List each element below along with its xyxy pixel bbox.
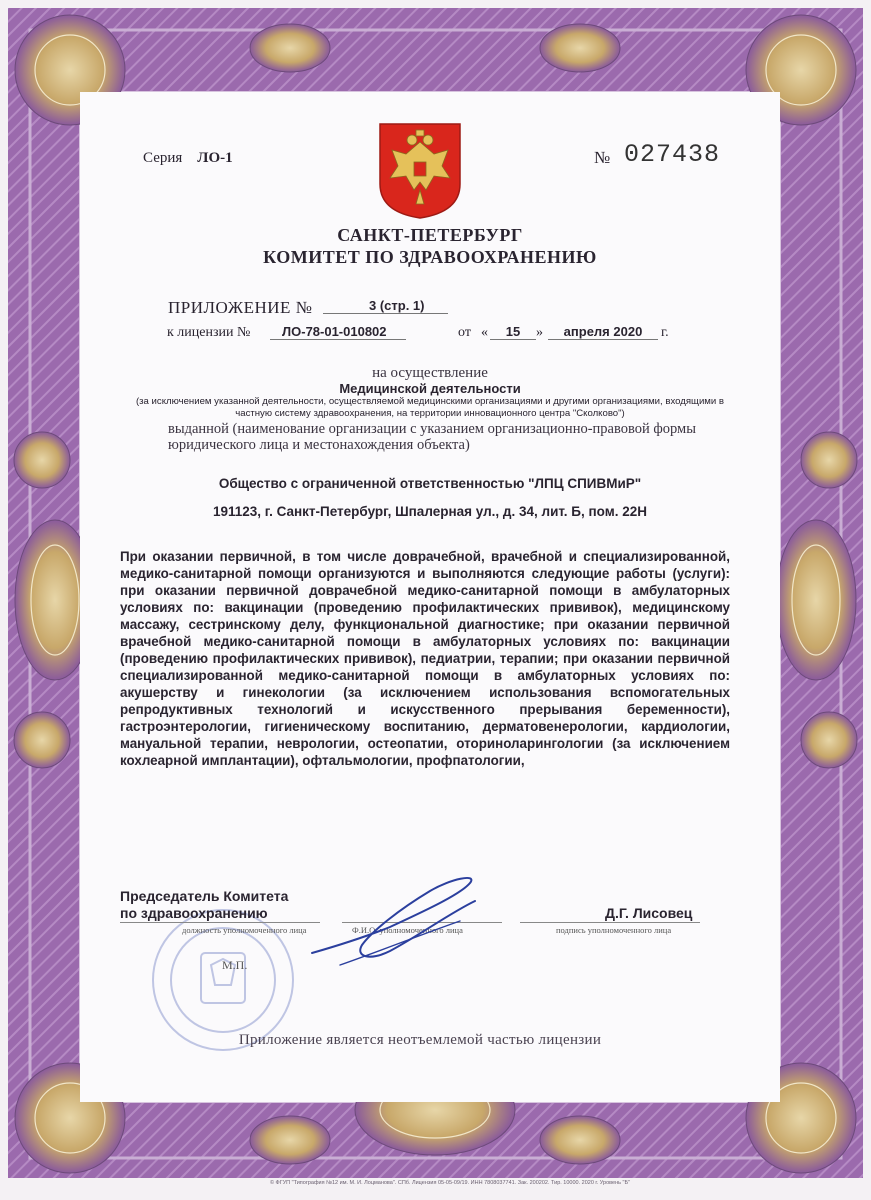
caption-position: должность уполномоченного лица xyxy=(182,925,307,935)
signer-position-line2: по здравоохранению xyxy=(120,905,268,921)
issuer-committee: КОМИТЕТ ПО ЗДРАВООХРАНЕНИЮ xyxy=(263,247,597,267)
coat-of-arms-icon xyxy=(376,120,464,220)
signature-underline xyxy=(520,922,700,923)
appendix-number: 3 (стр. 1) xyxy=(323,298,448,314)
signer-position-line1: Председатель Комитета xyxy=(120,888,289,904)
appendix-label: ПРИЛОЖЕНИЕ № xyxy=(168,298,313,317)
signer-name: Д.Г. Лисовец xyxy=(605,905,693,921)
series xyxy=(143,150,233,167)
issuer-city: САНКТ-ПЕТЕРБУРГ xyxy=(337,225,523,245)
caption-name: Ф.И.О. уполномоченного лица xyxy=(352,925,463,935)
date-from-label: от xyxy=(458,325,471,340)
series-label: Серия xyxy=(143,150,183,166)
organization-name: Общество с ограниченной ответственностью "ЛПЦ СПИВМиР" xyxy=(218,476,642,491)
activity-exclusion: (за исключением указанной деятельности, осуществляемой медицинскими организациями и другими организациями, входящими в частную систему здравоохранения, на территории инновационного центра "Сколково") xyxy=(135,396,725,419)
position-underline xyxy=(120,922,320,923)
quote-close: » xyxy=(536,325,543,340)
license-label: к лицензии № xyxy=(167,325,251,340)
date-day: 15 xyxy=(490,324,536,340)
blank-number: 027438 xyxy=(624,140,721,169)
license-number: ЛО-78-01-010802 xyxy=(270,324,406,340)
activity-type: Медицинской деятельности xyxy=(339,381,521,396)
date-month-year: апреля 2020 xyxy=(548,324,658,340)
year-suffix: г. xyxy=(661,325,669,340)
caption-signature: подпись уполномоченного лица xyxy=(556,925,672,935)
series-value: ЛО-1 xyxy=(197,150,233,166)
purpose-label: на осуществление xyxy=(372,365,488,381)
quote-open: « xyxy=(481,325,488,340)
number-label: № xyxy=(594,148,611,167)
issued-to-caption: выданной (наименование организации с указанием организационно-правовой формы юридического лица и местонахождения объекта) xyxy=(168,421,696,453)
printer-imprint: © ФГУП "Типография №12 им. М. И. Лоцманова". СПб. Лицензия 05-05-09/19. ИНН 7808037741. Зак. 200202. Тир. 10000. 2020 г. Уровень "Б" xyxy=(269,1180,631,1186)
services-text: При оказании первичной, в том числе доврачебной, врачебной и специализированной, медико-санитарной помощи организуются и выполняются следующие работы (услуги): при оказании первичной доврачебной медико-санитарной помощи в амбулаторных условиях по: вакцинации (проведению профилактических прививок), медицинскому массажу, сестринскому делу, функциональной диагностике; при оказании первичной врачебной медико-санитарной помощи в амбулаторных условиях по: вакцинации (проведению профилактических прививок), педиатрии, терапии; при оказании первичной специализированной медико-санитарной помощи в амбулаторных условиях по: акушерству и гинекологии (за исключением использования вспомогательных репродуктивных технологий и искусственного прерывания беременности), гастроэнтерологии, гигиеническому воспитанию, дерматовенерологии, кардиологии, мануальной терапии, неврологии, остеопатии, оториноларингологии (за исключением кохлеарной имплантации), офтальмологии, профпатологии, xyxy=(120,549,730,768)
organization-address: 191123, г. Санкт-Петербург, Шпалерная ул., д. 34, лит. Б, пом. 22Н xyxy=(213,504,647,519)
handwritten-signature-icon xyxy=(300,865,500,985)
seal-mark: М.П. xyxy=(222,958,248,972)
appendix-footer-note: Приложение является неотъемлемой частью лицензии xyxy=(238,1032,602,1048)
